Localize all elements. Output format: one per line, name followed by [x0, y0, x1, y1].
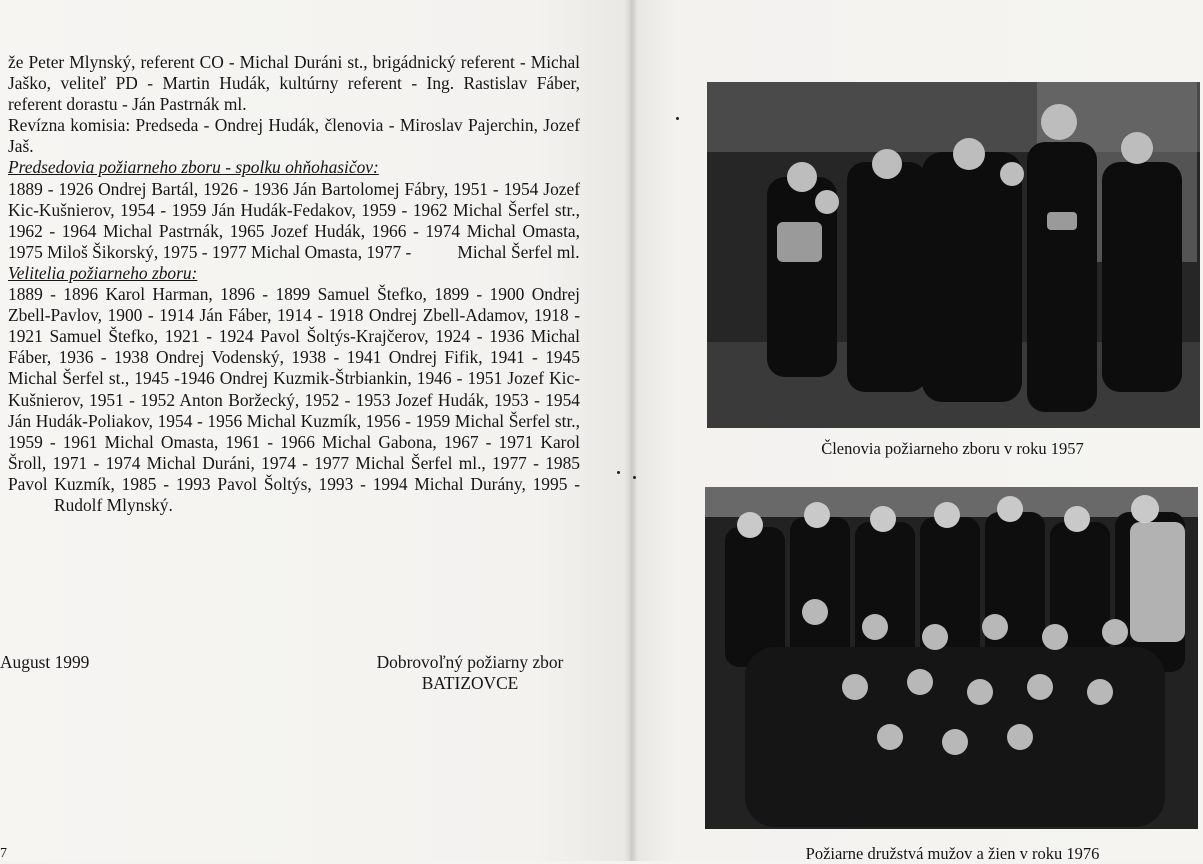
scan-speck: [617, 471, 620, 474]
commanders-heading: Velitelia požiarneho zboru:: [8, 262, 198, 283]
caption-photo-1957: Členovia požiarneho zboru v roku 1957: [821, 439, 1084, 458]
book-gutter: [624, 0, 638, 861]
revision-paragraph: Revízna komisia: Predseda - Ondrej Hudák, členovia - Miroslav Pajerchin, Jozef Jaš.: [8, 115, 580, 157]
footer-organization: [330, 652, 610, 694]
left-text-column: [8, 52, 580, 516]
page-number: 7: [0, 846, 7, 861]
continuation-paragraph: že Peter Mlynský, referent CO - Michal Duráni st., brigádnický referent - Michal Jaško, veliteľ PD - Martin Hudák, kultúrny referent - Ing. Rastislav Fáber, referent dorastu - Ján Pastrnák ml.: [8, 52, 580, 115]
commanders-last: Rudolf Mlynský.: [54, 494, 173, 515]
scan-speck: [676, 117, 679, 120]
commanders-list: 1889 - 1896 Karol Harman, 1896 - 1899 Samuel Štefko, 1899 - 1900 Ondrej Zbell-Pavlov, 1900 - 1914 Ján Fáber, 1914 - 1918 Ondrej Zbell-Adamov, 1918 - 1921 Samuel Štefko, 1921 - 1924 Pavol Šoltýs-Krajčerov, 1924 - 1936 Michal Fáber, 1936 - 1938 Ondrej Vodenský, 1938 - 1941 Ondrej Fifik, 1941 - 1945 Michal Šerfel st., 1945 -1946 Ondrej Kuzmik-Štrbiankin, 1946 - 1951 Jozef Kic-Kušnierov, 1951 - 1952 Anton Boržecký, 1952 - 1953 Jozef Hudák, 1953 - 1954 Ján Hudák-Poliakov, 1954 - 1956 Michal Kuzmík, 1956 - 1959 Michal Šerfel str., 1959 - 1961 Michal Omasta, 1961 - 1966 Michal Gabona, 1967 - 1971 Karol Šroll, 1971 - 1974 Michal Duráni, 1974 - 1977 Michal Šerfel ml., 1977 - 1985 Pavol Kuzmík, 1985 - 1993 Pavol Šoltýs, 1993 - 1994 Michal Durány, 1995 -: [8, 284, 580, 494]
org-name: Dobrovoľný požiarny zbor: [376, 652, 564, 672]
photo-firemen-1957-image: [707, 82, 1200, 428]
photo-firemen-1957: [707, 82, 1200, 428]
photo-teams-1976: [705, 487, 1198, 829]
org-village: BATIZOVCE: [421, 673, 519, 693]
photo-teams-1976-image: [705, 487, 1198, 829]
footer-date: August 1999: [0, 652, 90, 672]
commanders-paragraph: [8, 284, 580, 516]
scan-speck: [633, 476, 636, 479]
chairmen-last: Michal Šerfel ml.: [457, 241, 580, 262]
chairmen-paragraph: [8, 179, 580, 263]
chairmen-heading: Predsedovia požiarneho zboru - spolku ohňohasičov:: [8, 157, 379, 178]
chairmen-list: 1889 - 1926 Ondrej Bartál, 1926 - 1936 Ján Bartolomej Fábry, 1951 - 1954 Jozef Kic-Kušnierov, 1954 - 1959 Ján Hudák-Fedakov, 1959 - 1962 Michal Šerfel str., 1962 - 1964 Michal Pastrnák, 1965 Jozef Hudák, 1966 - 1974 Michal Omasta, 1975 Miloš Šikorský, 1975 - 1977 Michal Omasta, 1977 -: [8, 178, 580, 262]
caption-photo-1976: Požiarne družstvá mužov a žien v roku 1976: [805, 844, 1100, 863]
